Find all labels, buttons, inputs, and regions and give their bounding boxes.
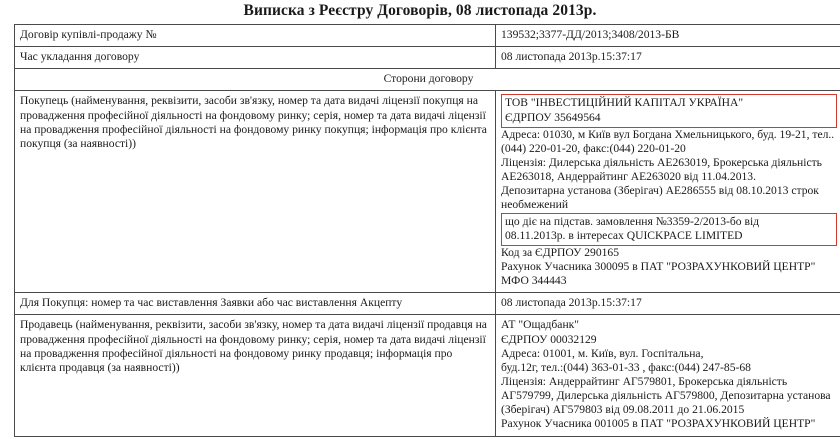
buyer-address: Адреса: 01030, м Київ вул Богдана Хмельницького, буд. 19-21, тел..(044) 220-01-20, факс:(044) 220-01-20 [501,127,835,155]
buyer-edrpou: ЄДРПОУ 35649564 [505,110,601,124]
parties-header: Сторони договору [15,69,840,91]
registry-table [14,24,840,437]
page-title: Виписка з Реєстру Договорів, 08 листопада 2013р. [243,2,597,19]
table-row-buyer-request [15,293,840,315]
seller-address-line-2: буд.12г, тел.:(044) 363-01-33 , факс:(044) 247-85-68 [501,360,751,374]
buyer-value [496,91,840,293]
buyer-order-highlight [501,213,837,246]
table-row-seller [15,315,840,436]
seller-address-line-1: Адреса: 01001, м. Київ, вул. Госпітальна, [501,346,704,360]
table-row-contract-time [15,47,840,69]
table-row-buyer [15,91,840,293]
buyer-edrpou-code: Код за ЄДРПОУ 290165 [501,245,620,259]
buyer-account: Рахунок Учасника 300095 в ПАТ "РОЗРАХУНКОВИЙ ЦЕНТР" [501,259,816,273]
buyer-name-highlight [501,94,837,127]
buyer-depository: Депозитарна установа (Зберігач) АЕ286555 від 08.10.2013 строк необмежений [501,184,819,212]
contract-time-label: Час укладання договору [15,47,496,69]
seller-name: АТ "Ощадбанк" [501,318,580,332]
seller-license: Ліцензія: Андеррайтинг АГ579801, Брокерська діяльність АГ579799, Дилерська діяльність АГ579800, Депозитарна установа (Зберігач) АГ579803 від 09.08.2011 до 21.06.2015 [501,374,831,417]
seller-edrpou: ЄДРПОУ 00032129 [501,332,597,346]
table-row-contract-number [15,25,840,47]
buyer-request-value: 08 листопада 2013р.15:37:17 [496,293,840,315]
seller-label: Продавець (найменування, реквізити, засоби зв'язку, номер та дата видачі ліцензії продавця на провадження професійної діяльності на фондовому ринку; серія, номер та дата видачі ліцензії на провадження професійної діяльності на фондовому ринку продавця; інформація про клієнта продавця (за наявності)) [15,315,496,436]
contract-number-value: 139532;3377-ДД/2013;3408/2013-БВ [496,25,840,47]
buyer-name: ТОВ "ІНВЕСТИЦІЙНИЙ КАПІТАЛ УКРАЇНА" [505,96,744,110]
buyer-mfo: МФО 344443 [501,274,567,288]
buyer-license: Ліцензія: Дилерська діяльність АЕ263019, Брокерська діяльність АЕ263018, Андеррайтинг АЕ263020 від 11.04.2013. [501,155,822,184]
buyer-request-label: Для Покупця: номер та час виставлення Заявки або час виставлення Акцепту [15,293,496,315]
contract-number-label: Договір купівлі-продажу № [15,25,496,47]
seller-account: Рахунок Учасника 001005 в ПАТ "РОЗРАХУНКОВИЙ ЦЕНТР" [501,417,816,431]
buyer-order-line-1: що діє на підстав. замовлення №3359-2/2013-бо від [505,214,760,228]
buyer-order-line-2: 08.11.2013р. в інтересах QUICKPACE LIMITED [505,228,743,242]
contract-time-value: 08 листопада 2013р.15:37:17 [496,47,840,69]
table-row-parties-header [15,69,840,91]
seller-value [496,315,840,436]
buyer-label: Покупець (найменування, реквізити, засоби зв'язку, номер та дата видачі ліцензії покупця на провадження професійної діяльності на фондовому ринку; серія, номер та дата видачі ліцензії на провадження професійної діяльності на фондовому ринку покупця; інформація про клієнта покупця (за наявності)) [15,91,496,293]
